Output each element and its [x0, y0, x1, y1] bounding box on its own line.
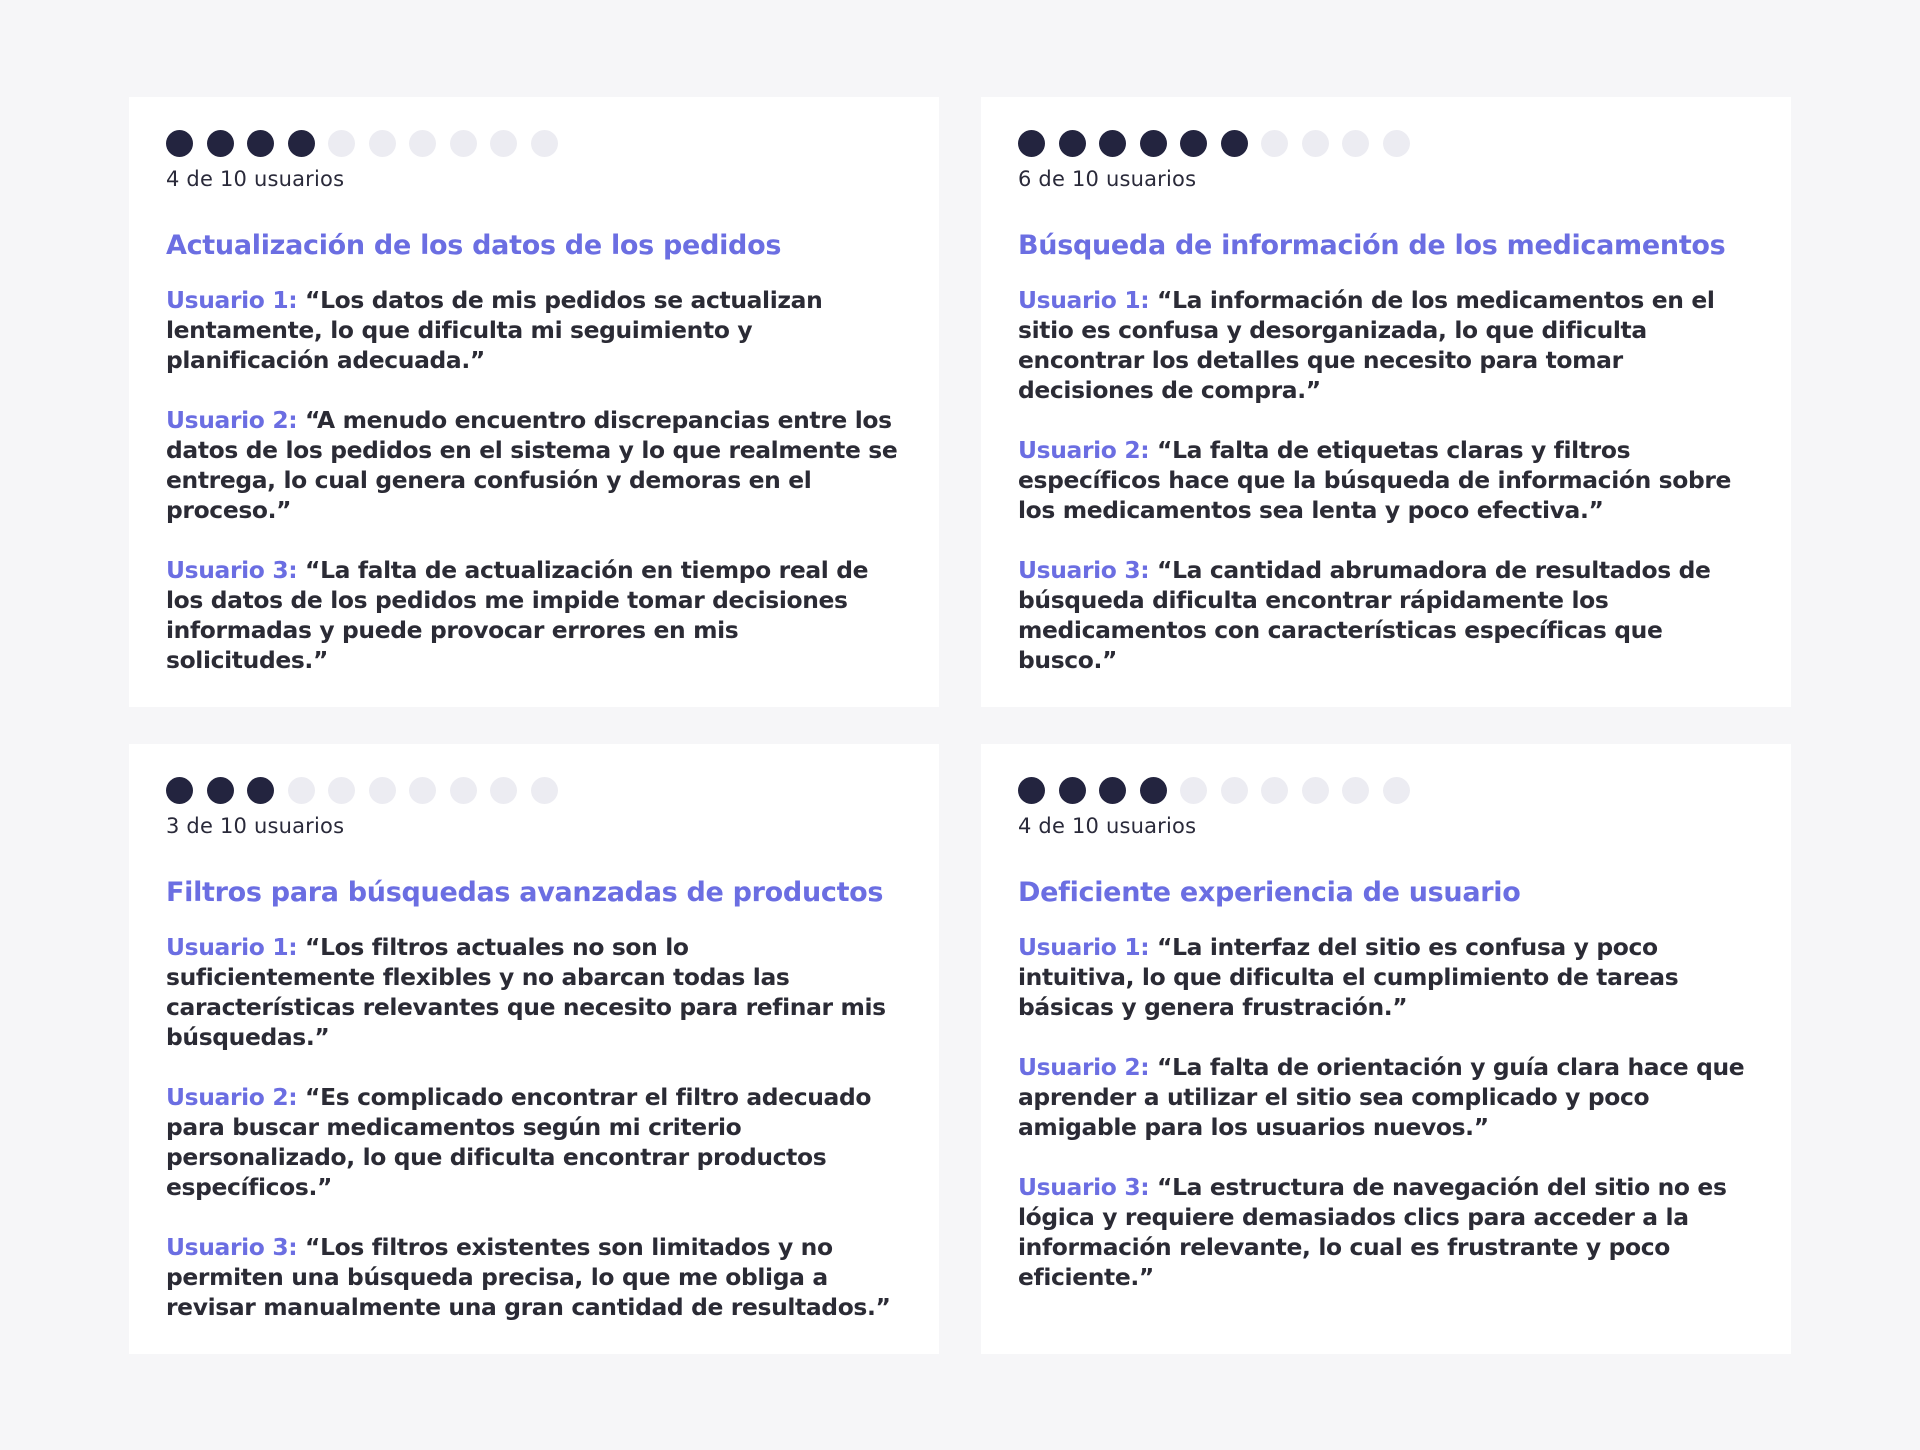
user-count-dots: [166, 130, 902, 157]
filled-user-dot: [247, 777, 274, 804]
user-label: Usuario 1:: [1018, 286, 1150, 314]
user-label: Usuario 3:: [1018, 1173, 1150, 1201]
quote-list: [166, 932, 902, 1322]
quote-text: “La falta de etiquetas claras y filtros específicos hace que la búsqueda de información sobre los medicamentos sea lenta y poco efectiva.”: [1018, 436, 1732, 524]
insight-card: [129, 97, 939, 707]
user-quote: [1018, 555, 1754, 675]
user-count-dots: [166, 777, 902, 804]
empty-user-dot: [328, 130, 355, 157]
empty-user-dot: [409, 130, 436, 157]
filled-user-dot: [288, 130, 315, 157]
user-count-label: 3 de 10 usuarios: [166, 814, 345, 838]
user-quote: [166, 405, 902, 525]
insight-card: [981, 744, 1791, 1354]
empty-user-dot: [490, 130, 517, 157]
user-quote: [166, 1232, 902, 1322]
user-label: Usuario 1:: [166, 286, 298, 314]
filled-user-dot: [1180, 130, 1207, 157]
card-title: Deficiente experiencia de usuario: [1018, 877, 1521, 908]
user-count-dots: [1018, 130, 1754, 157]
empty-user-dot: [1221, 777, 1248, 804]
filled-user-dot: [1221, 130, 1248, 157]
user-count-label: 4 de 10 usuarios: [1018, 814, 1197, 838]
empty-user-dot: [1302, 130, 1329, 157]
user-label: Usuario 3:: [166, 1233, 298, 1261]
user-label: Usuario 1:: [1018, 933, 1150, 961]
user-quote: [166, 932, 902, 1052]
user-count-label: 6 de 10 usuarios: [1018, 167, 1197, 191]
filled-user-dot: [1099, 777, 1126, 804]
empty-user-dot: [531, 130, 558, 157]
user-label: Usuario 2:: [166, 1083, 298, 1111]
empty-user-dot: [1302, 777, 1329, 804]
quote-text: “Los filtros existentes son limitados y no permiten una búsqueda precisa, lo que me obliga a revisar manualmente una gran cantidad de resultados.”: [166, 1233, 891, 1321]
insight-card: [129, 744, 939, 1354]
user-quote: [166, 555, 902, 675]
empty-user-dot: [1383, 130, 1410, 157]
user-quote: [1018, 1172, 1754, 1292]
empty-user-dot: [1261, 777, 1288, 804]
filled-user-dot: [166, 130, 193, 157]
quote-list: [1018, 932, 1754, 1292]
user-quote: [166, 1082, 902, 1202]
quote-text: “La falta de orientación y guía clara hace que aprender a utilizar el sitio sea complicado y poco amigable para los usuarios nuevos.”: [1018, 1053, 1745, 1141]
quote-text: “A menudo encuentro discrepancias entre los datos de los pedidos en el sistema y lo que realmente se entrega, lo cual genera confusión y demoras en el proceso.”: [166, 406, 898, 524]
filled-user-dot: [207, 777, 234, 804]
quote-list: [166, 285, 902, 675]
empty-user-dot: [288, 777, 315, 804]
quote-text: “La información de los medicamentos en el sitio es confusa y desorganizada, lo que dificulta encontrar los detalles que necesito para tomar decisiones de compra.”: [1018, 286, 1715, 404]
quote-text: “La estructura de navegación del sitio no es lógica y requiere demasiados clics para acceder a la información relevante, lo cual es frustrante y poco eficiente.”: [1018, 1173, 1727, 1291]
filled-user-dot: [1018, 130, 1045, 157]
card-title: Filtros para búsquedas avanzadas de productos: [166, 877, 884, 908]
user-quote: [1018, 932, 1754, 1022]
quote-text: “Los datos de mis pedidos se actualizan lentamente, lo que dificulta mi seguimiento y planificación adecuada.”: [166, 286, 823, 374]
card-title: Actualización de los datos de los pedidos: [166, 230, 782, 261]
user-quote: [166, 285, 902, 375]
empty-user-dot: [328, 777, 355, 804]
user-label: Usuario 1:: [166, 933, 298, 961]
user-label: Usuario 2:: [1018, 436, 1150, 464]
quote-text: “Los filtros actuales no son lo suficientemente flexibles y no abarcan todas las características relevantes que necesito para refinar mis búsquedas.”: [166, 933, 886, 1051]
empty-user-dot: [1342, 130, 1369, 157]
empty-user-dot: [450, 130, 477, 157]
card-title: Búsqueda de información de los medicamentos: [1018, 230, 1726, 261]
empty-user-dot: [369, 777, 396, 804]
empty-user-dot: [531, 777, 558, 804]
filled-user-dot: [166, 777, 193, 804]
quote-text: “La cantidad abrumadora de resultados de búsqueda dificulta encontrar rápidamente los medicamentos con características específicas que busco.”: [1018, 556, 1711, 674]
filled-user-dot: [1059, 130, 1086, 157]
filled-user-dot: [247, 130, 274, 157]
filled-user-dot: [1059, 777, 1086, 804]
empty-user-dot: [490, 777, 517, 804]
empty-user-dot: [1383, 777, 1410, 804]
filled-user-dot: [1018, 777, 1045, 804]
quote-list: [1018, 285, 1754, 675]
user-count-dots: [1018, 777, 1754, 804]
empty-user-dot: [450, 777, 477, 804]
user-label: Usuario 2:: [166, 406, 298, 434]
empty-user-dot: [1261, 130, 1288, 157]
user-quote: [1018, 435, 1754, 525]
empty-user-dot: [1342, 777, 1369, 804]
empty-user-dot: [369, 130, 396, 157]
user-count-label: 4 de 10 usuarios: [166, 167, 345, 191]
user-label: Usuario 3:: [1018, 556, 1150, 584]
filled-user-dot: [1140, 130, 1167, 157]
filled-user-dot: [1099, 130, 1126, 157]
empty-user-dot: [1180, 777, 1207, 804]
user-label: Usuario 2:: [1018, 1053, 1150, 1081]
quote-text: “La falta de actualización en tiempo real de los datos de los pedidos me impide tomar decisiones informadas y puede provocar errores en mis solicitudes.”: [166, 556, 869, 674]
insight-card: [981, 97, 1791, 707]
empty-user-dot: [409, 777, 436, 804]
filled-user-dot: [207, 130, 234, 157]
quote-text: “La interfaz del sitio es confusa y poco intuitiva, lo que dificulta el cumplimiento de tareas básicas y genera frustración.”: [1018, 933, 1679, 1021]
quote-text: “Es complicado encontrar el filtro adecuado para buscar medicamentos según mi criterio personalizado, lo que dificulta encontrar productos específicos.”: [166, 1083, 872, 1201]
filled-user-dot: [1140, 777, 1167, 804]
user-label: Usuario 3:: [166, 556, 298, 584]
user-quote: [1018, 285, 1754, 405]
user-quote: [1018, 1052, 1754, 1142]
